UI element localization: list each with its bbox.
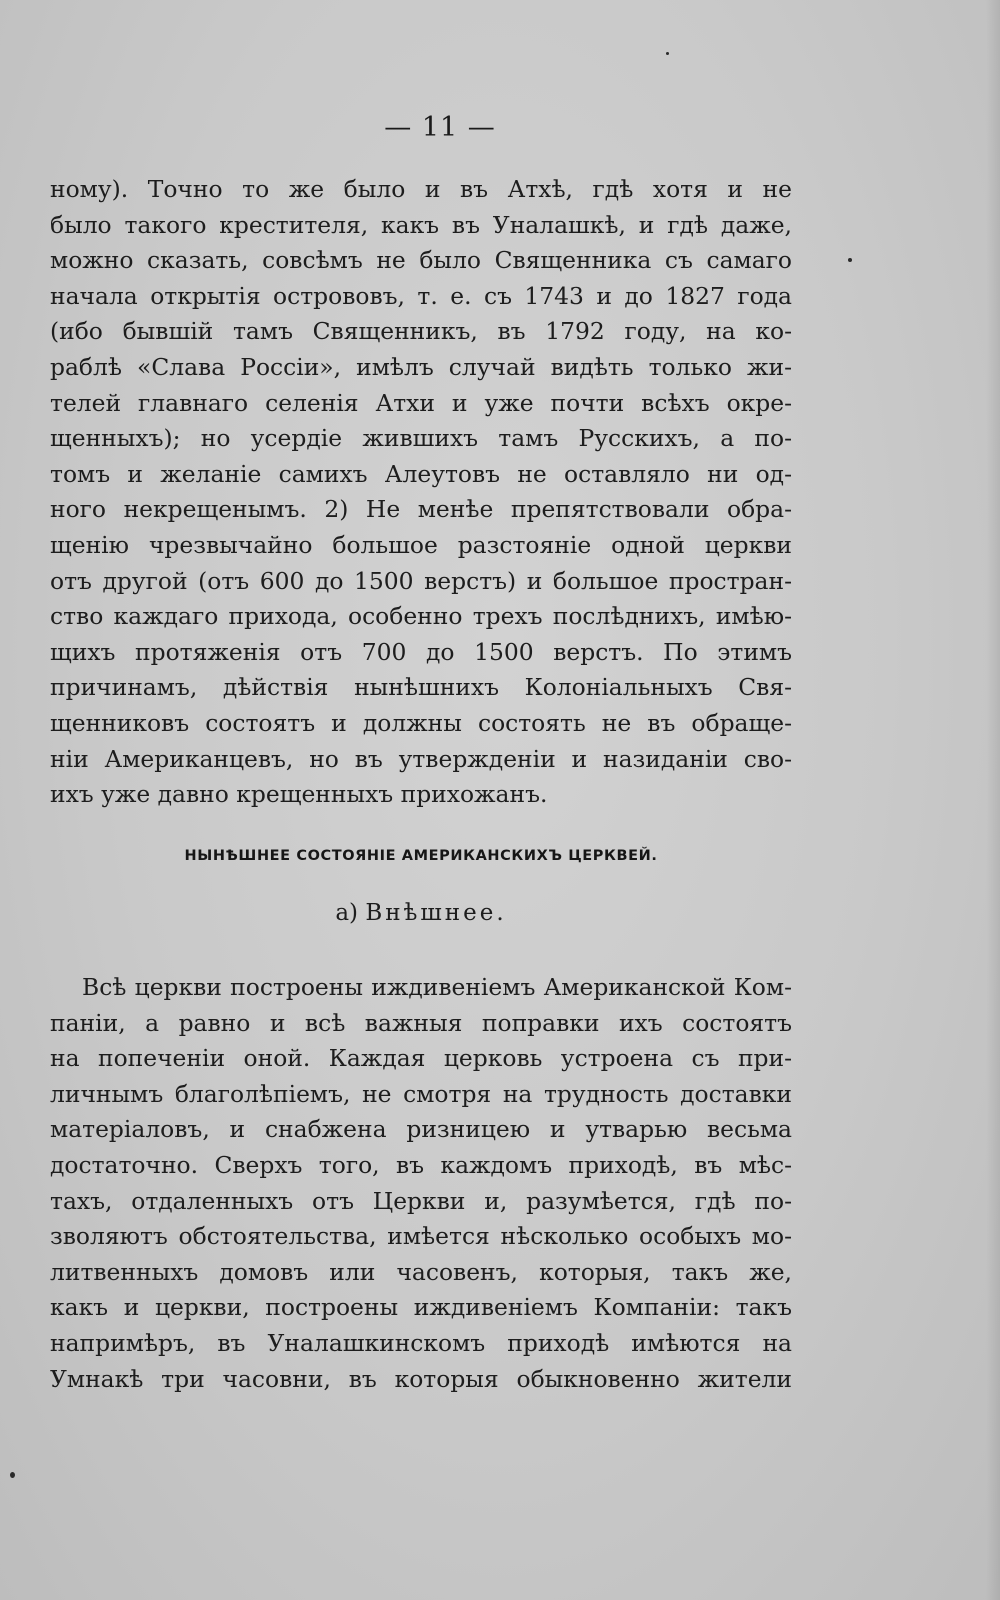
text-line: щенниковъ состоятъ и должны состоять не въ обраще- [50, 708, 792, 737]
text-line: причинамъ, дѣйствія нынѣшнихъ Колоніальныхъ Свя- [50, 673, 792, 702]
text-line: телей главнаго селенія Атхи и уже почти всѣхъ окре- [50, 388, 792, 417]
ink-speck [666, 52, 669, 55]
text-line: щенію чрезвычайно большое разстояніе одной церкви [50, 530, 792, 559]
ink-speck [848, 258, 852, 262]
page-edge-shadow [986, 0, 1000, 1600]
page-number: — 11 — [384, 112, 496, 143]
text-line: отъ другой (отъ 600 до 1500 верстъ) и большое простран- [50, 566, 792, 595]
text-line: литвенныхъ домовъ или часовенъ, которыя, такъ же, [50, 1257, 792, 1286]
subsection-marker: а) [335, 900, 358, 926]
text-line: раблѣ «Слава Россіи», имѣлъ случай видѣть только жи- [50, 352, 792, 381]
text-line: ного некрещенымъ. 2) Не менѣе препятствовали обра- [50, 495, 792, 524]
text-line: зволяютъ обстоятельства, имѣется нѣсколько особыхъ мо- [50, 1222, 792, 1251]
subsection-heading [50, 900, 792, 926]
text-line: достаточно. Сверхъ того, въ каждомъ приходѣ, въ мѣс- [50, 1150, 792, 1179]
text-line: ство каждаго прихода, особенно трехъ послѣднихъ, имѣю- [50, 602, 792, 631]
text-line: напримѣръ, въ Уналашкинскомъ приходѣ имѣются на [50, 1328, 792, 1357]
text-line: щенныхъ); но усердіе жившихъ тамъ Русскихъ, а по- [50, 424, 792, 453]
text-line: какъ и церкви, построены иждивеніемъ Компаніи: такъ [50, 1293, 792, 1322]
paragraph-1 [50, 172, 792, 813]
text-line: можно сказать, совсѣмъ не было Священника съ самаго [50, 246, 792, 275]
text-line: ихъ уже давно крещенныхъ прихожанъ. [50, 780, 548, 809]
text-line: ному). Точно то же было и въ Атхѣ, гдѣ хотя и не [50, 175, 792, 203]
text-line: (ибо бывшій тамъ Священникъ, въ 1792 году, на ко- [50, 317, 792, 346]
text-line: Всѣ церкви построены иждивеніемъ Американской Ком- [82, 973, 792, 1001]
subsection-title: Внѣшнее. [365, 900, 507, 926]
text-line: томъ и желаніе самихъ Алеутовъ не оставляло ни од- [50, 459, 792, 488]
text-line: щихъ протяженія отъ 700 до 1500 верстъ. По этимъ [50, 637, 792, 666]
text-line: на попеченіи оной. Каждая церковь устроена съ при- [50, 1044, 792, 1073]
section-heading: НЫНѢШНЕЕ СОСТОЯНІЕ АМЕРИКАНСКИХЪ ЦЕРКВЕЙ. [184, 848, 658, 864]
text-line: личнымъ благолѣпіемъ, не смотря на трудность доставки [50, 1079, 792, 1108]
ink-speck [10, 1472, 15, 1478]
text-line: было такого крестителя, какъ въ Уналашкѣ, и гдѣ даже, [50, 210, 792, 239]
text-line: тахъ, отдаленныхъ отъ Церкви и, разумѣется, гдѣ по- [50, 1186, 792, 1215]
text-line: начала открытія острововъ, т. е. съ 1743 и до 1827 года [50, 281, 792, 310]
paragraph-2 [50, 970, 792, 1397]
text-line: матеріаловъ, и снабжена ризницею и утварью весьма [50, 1115, 792, 1144]
text-line: паніи, а равно и всѣ важныя поправки ихъ состоятъ [50, 1008, 792, 1037]
text-line: ніи Американцевъ, но въ утвержденіи и назиданіи сво- [50, 744, 792, 773]
text-line: Умнакѣ три часовни, въ которыя обыкновенно жители [50, 1364, 792, 1393]
